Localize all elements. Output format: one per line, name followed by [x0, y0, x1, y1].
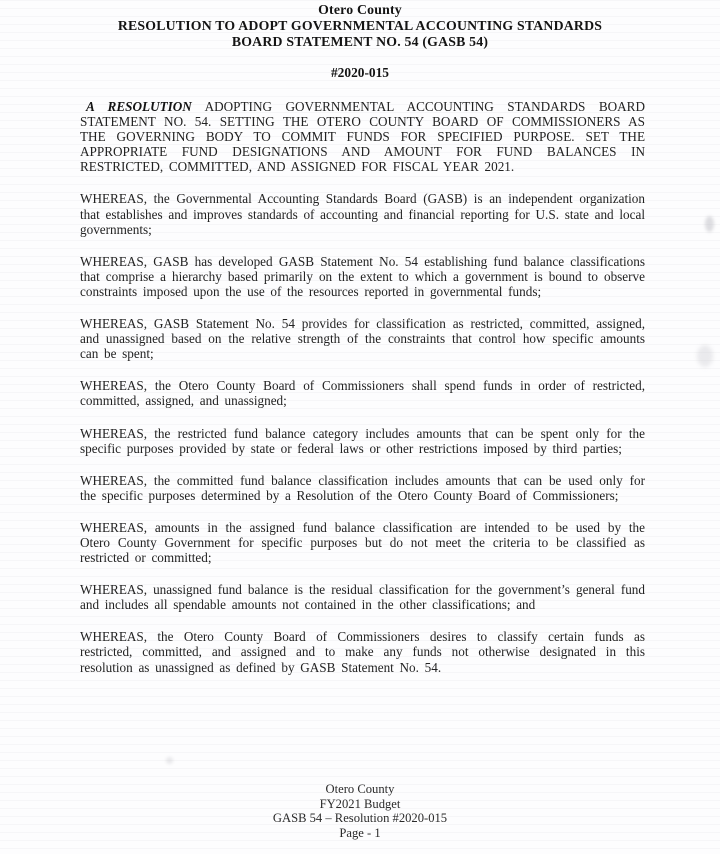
- whereas-paragraph-1: WHEREAS, the Governmental Accounting Standards Board (GASB) is an independent organization that establishes and improves standards of accounting and financial reporting for U.S. state and local governments;: [80, 191, 645, 237]
- whereas-paragraph-7: WHEREAS, amounts in the assigned fund balance classification are intended to be used by the Otero County Government for specific purposes but do not meet the criteria to be classified as restricted or committed;: [80, 519, 645, 566]
- scan-artifact: [166, 757, 173, 764]
- lead-paragraph-text: ADOPTING GOVERNMENTAL ACCOUNTING STANDARDS BOARD STATEMENT NO. 54. SETTING THE OTERO COUNTY BOARD OF COMMISSIONERS AS THE GOVERNING BODY TO COMMIT FUNDS FOR SPECIFIED PURPOSE. SET THE APPROPRIATE FUND DESIGNATIONS AND AMOUNT FOR FUND BALANCES IN RESTRICTED, COMMITTED, AND ASSIGNED FOR FISCAL YEAR 2021.: [80, 99, 645, 175]
- whereas-paragraph-6: WHEREAS, the committed fund balance classification includes amounts that can be used only for the specific purposes determined by a Resolution of the Otero County Board of Commissioners;: [80, 472, 645, 503]
- whereas-paragraph-3: WHEREAS, GASB Statement No. 54 provides for classification as restricted, committed, assigned, and unassigned based on the relative strength of the constraints that control how specific amounts can be spent;: [80, 316, 645, 362]
- footer-county: Otero County: [325, 782, 395, 796]
- scan-artifact: [697, 345, 713, 367]
- document-header: [0, 0, 720, 80]
- document-title-line-2: BOARD STATEMENT NO. 54 (GASB 54): [231, 34, 489, 49]
- footer-page-number: Page - 1: [339, 825, 381, 840]
- footer-budget-year: FY2021 Budget: [319, 796, 401, 811]
- scan-artifact: [705, 216, 714, 232]
- whereas-paragraph-4: WHEREAS, the Otero County Board of Commissioners shall spend funds in order of restricted, committed, assigned, and unassigned;: [80, 378, 645, 409]
- lead-in-phrase: A RESOLUTION: [86, 99, 192, 114]
- document-footer: [0, 782, 720, 840]
- document-title-line-1: RESOLUTION TO ADOPT GOVERNMENTAL ACCOUNTING STANDARDS: [117, 18, 603, 33]
- document-body: [80, 99, 645, 692]
- resolution-number: #2020-015: [330, 65, 390, 80]
- whereas-paragraph-8: WHEREAS, unassigned fund balance is the residual classification for the government’s general fund and includes all spendable amounts not contained in the other classifications; and: [80, 582, 645, 613]
- whereas-paragraph-2: WHEREAS, GASB has developed GASB Statement No. 54 establishing fund balance classifications that comprise a hierarchy based primarily on the extent to which a government is bound to observe constraints imposed upon the use of the resources reported in governmental funds;: [80, 253, 645, 299]
- county-name: Otero County: [318, 2, 402, 17]
- whereas-paragraph-5: WHEREAS, the restricted fund balance category includes amounts that can be spent only for the specific purposes provided by state or federal laws or other restrictions imposed by third parties;: [80, 425, 645, 456]
- footer-resolution-reference: GASB 54 – Resolution #2020-015: [272, 811, 448, 826]
- resolution-lead-paragraph: [80, 99, 645, 174]
- whereas-paragraph-9: WHEREAS, the Otero County Board of Commissioners desires to classify certain funds as restricted, committed, and assigned and to make any funds not otherwise designated in this resolution as unassigned as defined by GASB Statement No. 54.: [80, 629, 645, 675]
